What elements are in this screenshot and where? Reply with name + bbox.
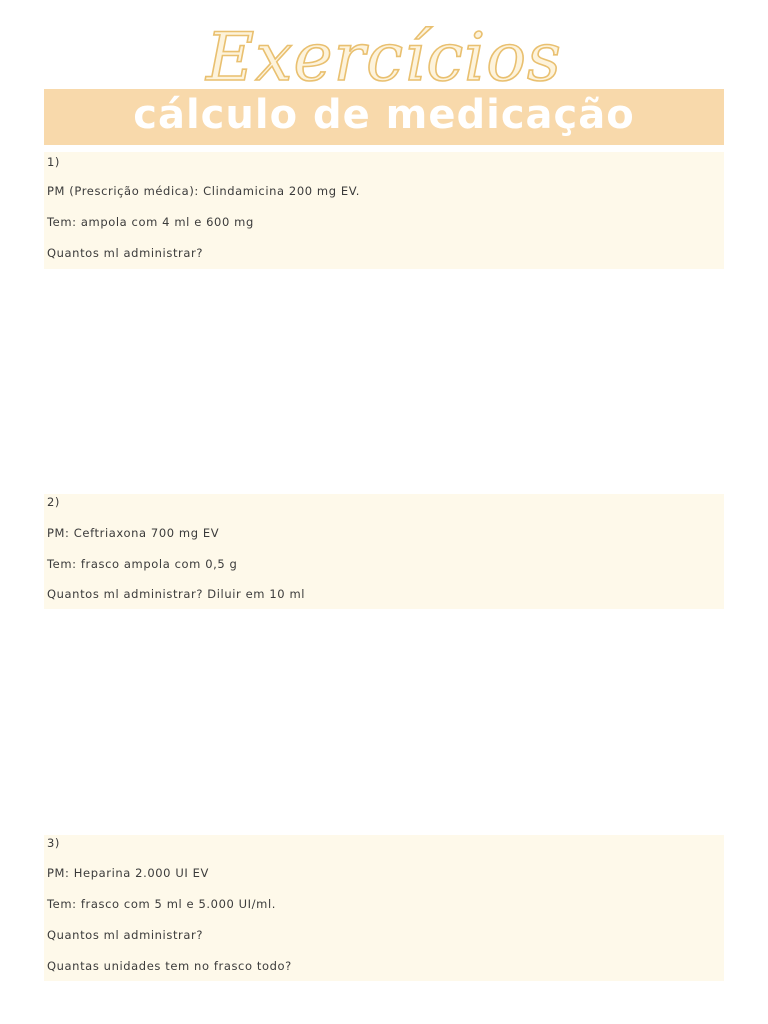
exercise-card-3 <box>44 835 724 981</box>
prescription-line: PM: Ceftriaxona 700 mg EV <box>47 526 220 540</box>
page-subtitle: cálculo de medicação <box>133 92 635 138</box>
question-line: Quantas unidades tem no frasco todo? <box>47 959 292 973</box>
question-line: Quantos ml administrar? <box>47 246 204 260</box>
exercise-number: 2) <box>47 495 61 509</box>
question-line: Quantos ml administrar? <box>47 928 204 942</box>
available-line: Tem: frasco com 5 ml e 5.000 UI/ml. <box>47 897 276 911</box>
prescription-line: PM: Heparina 2.000 UI EV <box>47 866 209 880</box>
available-line: Tem: ampola com 4 ml e 600 mg <box>47 215 254 229</box>
exercise-number: 1) <box>47 155 61 169</box>
available-line: Tem: frasco ampola com 0,5 g <box>47 557 238 571</box>
exercise-number: 3) <box>47 836 61 850</box>
exercise-card-1 <box>44 152 724 269</box>
prescription-line: PM (Prescrição médica): Clindamicina 200 mg EV. <box>47 184 360 198</box>
script-title: Exercícios <box>206 19 562 96</box>
exercise-card-2 <box>44 494 724 609</box>
question-line: Quantos ml administrar? Diluir em 10 ml <box>47 587 306 601</box>
